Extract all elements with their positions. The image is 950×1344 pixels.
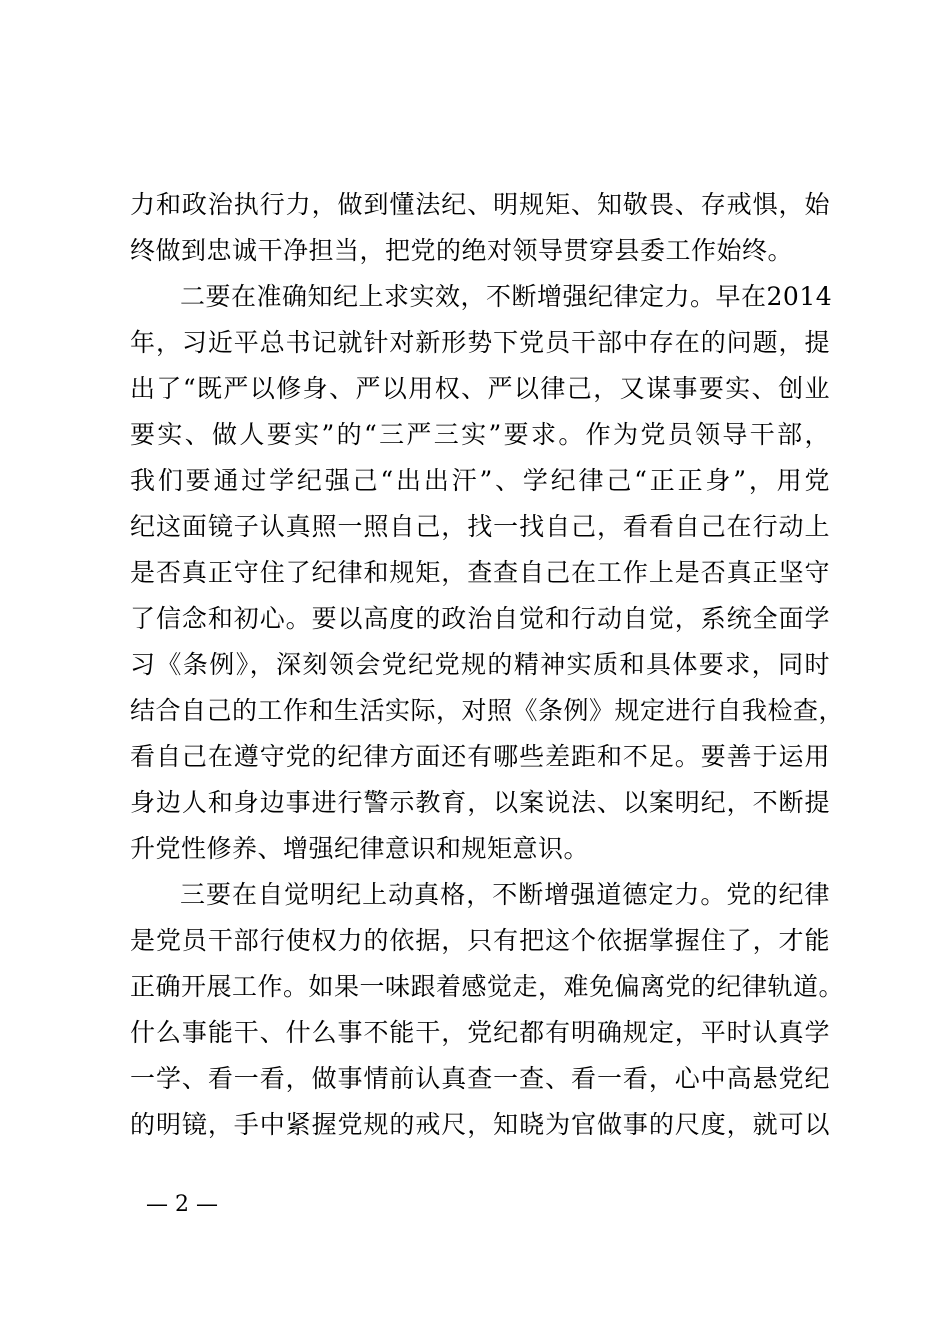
text-line: 出了“既严以修身、严以用权、严以律己，又谋事要实、创业 [130,374,830,403]
text-line: 结合自己的工作和生活实际，对照《条例》规定进行自我检查， [130,696,845,725]
text-line: 习《条例》，深刻领会党纪党规的精神实质和具体要求，同时 [130,650,830,679]
text-line: 我们要通过学纪强己“出出汗”、学纪律己“正正身”，用党 [130,466,830,495]
text-line: 力和政治执行力，做到懂法纪、明规矩、知敬畏、存戒惧，始 [130,190,830,219]
text-line: 终做到忠诚干净担当，把党的绝对领导贯穿县委工作始终。 [130,236,794,265]
text-line: 正确开展工作。如果一味跟着感觉走，难免偏离党的纪律轨道。 [130,972,845,1001]
text-line: 三要在自觉明纪上动真格，不断增强道德定力。党的纪律 [180,880,830,909]
text-line: 看自己在遵守党的纪律方面还有哪些差距和不足。要善于运用 [130,742,830,771]
text-line: 二要在准确知纪上求实效，不断增强纪律定力。早在2014 [180,282,833,311]
body-text [130,182,845,1148]
text-line: 什么事能干、什么事不能干，党纪都有明确规定，平时认真学 [130,1018,830,1047]
text-line: 要实、做人要实”的“三严三实”要求。作为党员领导干部， [130,420,830,449]
text-line: 是党员干部行使权力的依据，只有把这个依据掌握住了，才能 [130,926,830,955]
text-line: 年，习近平总书记就针对新形势下党员干部中存在的问题，提 [130,328,830,357]
page-number: — 2 — [146,1192,218,1217]
text-line: 了信念和初心。要以高度的政治自觉和行动自觉，系统全面学 [130,604,830,633]
text-line: 纪这面镜子认真照一照自己，找一找自己，看看自己在行动上 [130,512,830,541]
text-line: 是否真正守住了纪律和规矩，查查自己在工作上是否真正坚守 [130,558,830,587]
text-line: 一学、看一看，做事情前认真查一查、看一看，心中高悬党纪 [130,1064,830,1093]
text-line: 升党性修养、增强纪律意识和规矩意识。 [130,834,590,863]
text-line: 身边人和身边事进行警示教育，以案说法、以案明纪，不断提 [130,788,830,817]
text-line: 的明镜，手中紧握党规的戒尺，知晓为官做事的尺度，就可以 [130,1110,830,1139]
